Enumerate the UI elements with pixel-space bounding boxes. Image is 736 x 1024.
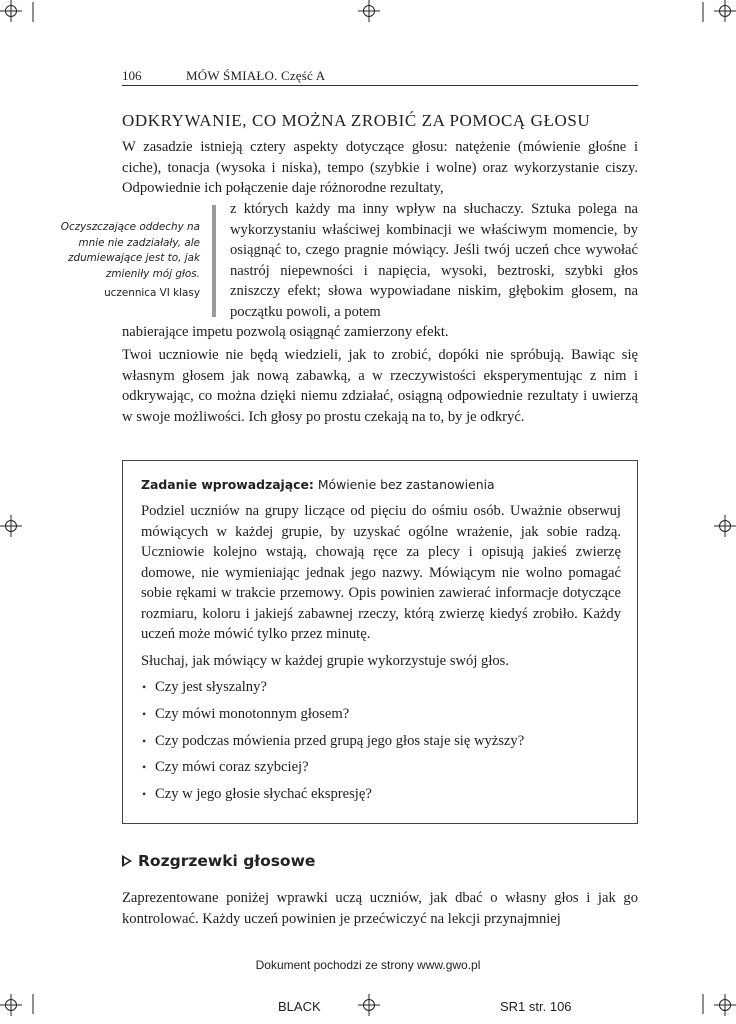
task-paragraph-1: Podziel uczniów na grupy liczące od pięciu do ośmiu osób. Uważnie obserwuj mówiących w każdej grupie, by uzyskać ogólne wrażenie, jak sobie radzą. Uczniowie kolejno wstają, chowają ręce za plecy i opisują jakieś zwierzę domowe, nie wymieniając jednak jego nazwy. Mówiącym nie wolno pomagać sobie rękami w trakcie przemowy. Opis powinien zawierać informacje dotyczące rozmiaru, koloru i jakiejś zabawnej rzeczy, którą zwierzę kiedyś zrobiło. Każdy uczeń może mówić tylko przez minutę. <box>141 503 621 642</box>
running-head <box>122 68 638 86</box>
paragraph-3: Zaprezentowane poniżej wprawki uczą uczniów, jak dbać o własny głos i jak go kontrolować. Każdy uczeń powinien je przećwiczyć na lekcji przynajmniej <box>122 890 638 927</box>
task-name: Mówienie bez zastanowienia <box>317 477 495 492</box>
source-note: Dokument pochodzi ze strony www.gwo.pl <box>255 958 481 972</box>
task-label: Zadanie wprowadzające: <box>141 477 314 492</box>
crop-mark-bottom-left <box>0 992 40 1016</box>
margin-quote-text: Oczyszczające oddechy na mnie nie zadziałały, ale zdumiewające jest to, jak zmieniły mój głos. <box>60 221 200 280</box>
question-list <box>141 677 621 805</box>
task-paragraph-2: Słuchaj, jak mówiący w każdej grupie wykorzystuje swój głos. <box>141 652 510 669</box>
paragraph-1-indented: z których każdy ma inny wpływ na słuchaczy. Sztuka polega na wykorzystaniu właściwej kombinacji we właściwym momencie, by osiągnąć to, czego pragnie mówiący. Jeśli twój uczeń chce wywołać nastrój niepewności i napięcia, wysoki, beztroski, szybki głos zniszczy efekt; słowa wypowiadane niskim, głębokim głosem, na początku powoli, a potem <box>230 201 638 320</box>
task-box <box>122 460 638 824</box>
paragraph-1-last-line: nabierające impetu pozwolą osiągnąć zamierzony efekt. <box>122 324 449 340</box>
registration-mark-bottom <box>358 994 380 1016</box>
list-item: • Czy mówi monotonnym głosem? <box>141 704 621 725</box>
registration-mark-top <box>358 0 380 22</box>
task-heading <box>141 477 495 492</box>
list-item: • Czy podczas mówienia przed grupą jego głos staje się wyższy? <box>141 731 621 752</box>
list-item: • Czy mówi coraz szybciej? <box>141 757 621 778</box>
list-item: • Czy jest słyszalny? <box>141 677 621 698</box>
plate-slug: SR1 str. 106 <box>500 999 572 1014</box>
bullet-icon: • <box>142 680 147 694</box>
crop-mark-bottom-right <box>696 992 736 1016</box>
header-rule <box>122 85 638 86</box>
triangle-icon <box>122 855 132 867</box>
bullet-icon: • <box>142 787 147 802</box>
bullet-icon: • <box>142 706 147 721</box>
crop-mark-top-left <box>0 0 40 24</box>
registration-mark-left <box>0 515 22 537</box>
page-number: 106 <box>122 68 142 83</box>
quote-bar <box>212 205 216 317</box>
paragraph-2: Twoi uczniowie nie będą wiedzieli, jak to zrobić, dopóki nie spróbują. Bawiąc się własnym głosem jak nową zabawką, a w rzeczywistości eksperymentując z nim i odkrywając, co można dzięki niemu zdziałać, osiągną odpowiednie rezultaty i uwierzą w swoje możliwości. Ich głosy po prostu czekają na to, by je odkryć. <box>122 347 638 425</box>
paragraph-1-top: W zasadzie istnieją cztery aspekty dotyczące głosu: natężenie (mówienie głośne i ciche), tonacja (wysoka i niska), tempo (szybkie i wolne) oraz wykorzystanie ciszy. Odpowiednie ich połączenie daje różnorodne rezultaty, <box>122 139 638 196</box>
registration-mark-right <box>714 515 736 537</box>
list-item: • Czy w jego głosie słychać ekspresję? <box>141 784 621 805</box>
task-body <box>141 501 621 811</box>
bullet-icon: • <box>142 760 147 775</box>
color-slug: BLACK <box>278 999 321 1014</box>
running-title: MÓW ŚMIAŁO. Część A <box>186 68 326 83</box>
bullet-icon: • <box>142 733 147 748</box>
subsection-heading <box>122 852 315 870</box>
margin-quote-author: uczennica VI klasy <box>104 287 200 300</box>
crop-mark-top-right <box>696 0 736 24</box>
subsection-title: Rozgrzewki głosowe <box>138 852 316 870</box>
section-title: ODKRYWANIE, CO MOŻNA ZROBIĆ ZA POMOCĄ GŁOSU <box>122 111 591 130</box>
margin-quote <box>40 220 200 302</box>
